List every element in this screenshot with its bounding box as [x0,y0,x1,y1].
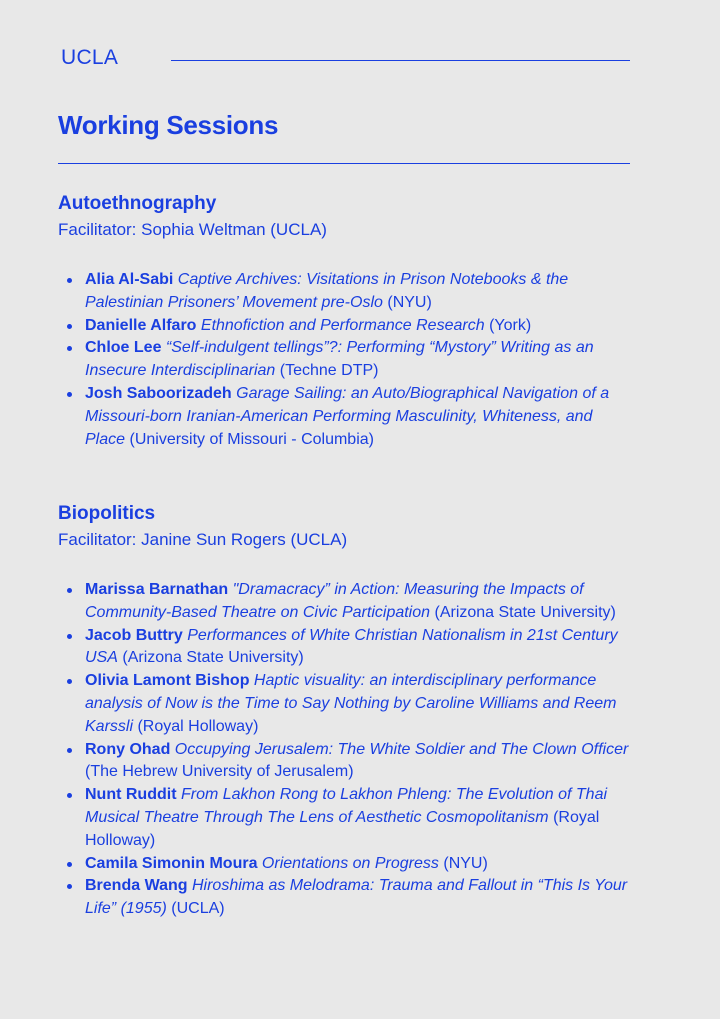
bullet-icon [67,392,72,397]
presentation-title: Captive Archives: Visitations in Prison Notebooks & the Palestinian Prisoners’ Movement pre-Oslo [85,271,569,311]
bullet-icon [67,588,72,593]
list-item [58,315,630,338]
list-item [58,383,630,451]
presenter-name: Camila Simonin Moura [85,854,258,872]
list-item [58,784,630,852]
presentation-title: Garage Sailing: an Auto/Biographical Navigation of a Missouri-born Iranian-American Performing Masculinity, Whiteness, and Place [85,384,610,448]
presentation-title: From Lakhon Rong to Lakhon Phleng: The Evolution of Thai Musical Theatre Through The Lens of Aesthetic Cosmopolitanism [85,786,608,826]
list-item [58,625,630,671]
bullet-icon [67,748,72,753]
list-item [58,739,630,785]
facilitator-line: Facilitator: Sophia Weltman (UCLA) [58,220,327,239]
affiliation: (York) [489,316,532,334]
list-item [58,875,630,921]
section-biopolitics [58,501,630,921]
section-heading: Biopolitics [58,503,156,524]
presentation-title: "Dramacracy” in Action: Measuring the Impacts of Community-Based Theatre on Civic Participation [85,581,584,621]
presenter-name: Marissa Barnathan [85,581,229,598]
presentation-title: Hiroshima as Melodrama: Trauma and Fallout in “This Is Your Life” (1955) [85,877,628,918]
presenter-name: Jacob Buttry [85,626,183,644]
affiliation: (University of Missouri - Columbia) [129,430,374,448]
section-autoethnography [58,191,630,451]
bullet-icon [67,346,72,351]
list-item [58,670,630,738]
presenter-name: Chloe Lee [85,339,162,357]
bullet-icon [67,862,72,867]
presentation-title: Orientations on Progress [261,854,439,872]
presenter-name: Brenda Wang [85,877,188,895]
entry-list [58,269,630,451]
presenter-name: Josh Saboorizadeh [85,384,232,402]
affiliation: (Royal Holloway) [85,808,600,849]
bullet-icon [67,278,72,283]
presentation-title: Ethnofiction and Performance Research [200,316,485,334]
section-heading: Autoethnography [58,193,217,214]
bullet-icon [67,793,72,798]
bullet-icon [67,679,72,684]
affiliation: (Arizona State University) [434,603,616,621]
affiliation: (NYU) [387,293,432,311]
header-row [58,46,630,76]
presentation-title: “Self-indulgent tellings”?: Performing “Mystory” Writing as an Insecure Interdisciplinarian [85,339,594,380]
presentation-title: Haptic visuality: an interdisciplinary performance analysis of Now is the Time to Say Nothing by Caroline Williams and Reem Karssli [85,672,617,735]
list-item [58,579,630,625]
list-item [58,337,630,383]
presenter-name: Nunt Ruddit [85,786,177,804]
bullet-icon [67,884,72,889]
presentation-title: Performances of White Christian Nationalism in 21st Century USA [85,626,618,667]
facilitator-line: Facilitator: Janine Sun Rogers (UCLA) [58,530,348,549]
page-title: Working Sessions [58,110,279,140]
entry-list [58,579,630,921]
presenter-name: Rony Ohad [85,740,171,758]
list-item [58,853,630,876]
header-divider [171,60,630,61]
affiliation: (Techne DTP) [279,362,379,380]
list-item [58,269,630,315]
presenter-name: Olivia Lamont Bishop [85,672,250,690]
presentation-title: Occupying Jerusalem: The White Soldier and The Clown Officer [174,740,629,758]
bullet-icon [67,324,72,329]
presenter-name: Danielle Alfaro [85,316,197,334]
affiliation: (The Hebrew University of Jerusalem) [85,763,354,781]
brand-label: UCLA [61,46,119,69]
title-divider [58,163,630,164]
affiliation: (Royal Holloway) [137,717,259,735]
presenter-name: Alia Al-Sabi [85,271,174,288]
affiliation: (NYU) [443,854,488,872]
affiliation: (Arizona State University) [122,649,304,667]
affiliation: (UCLA) [171,900,225,918]
bullet-icon [67,634,72,639]
